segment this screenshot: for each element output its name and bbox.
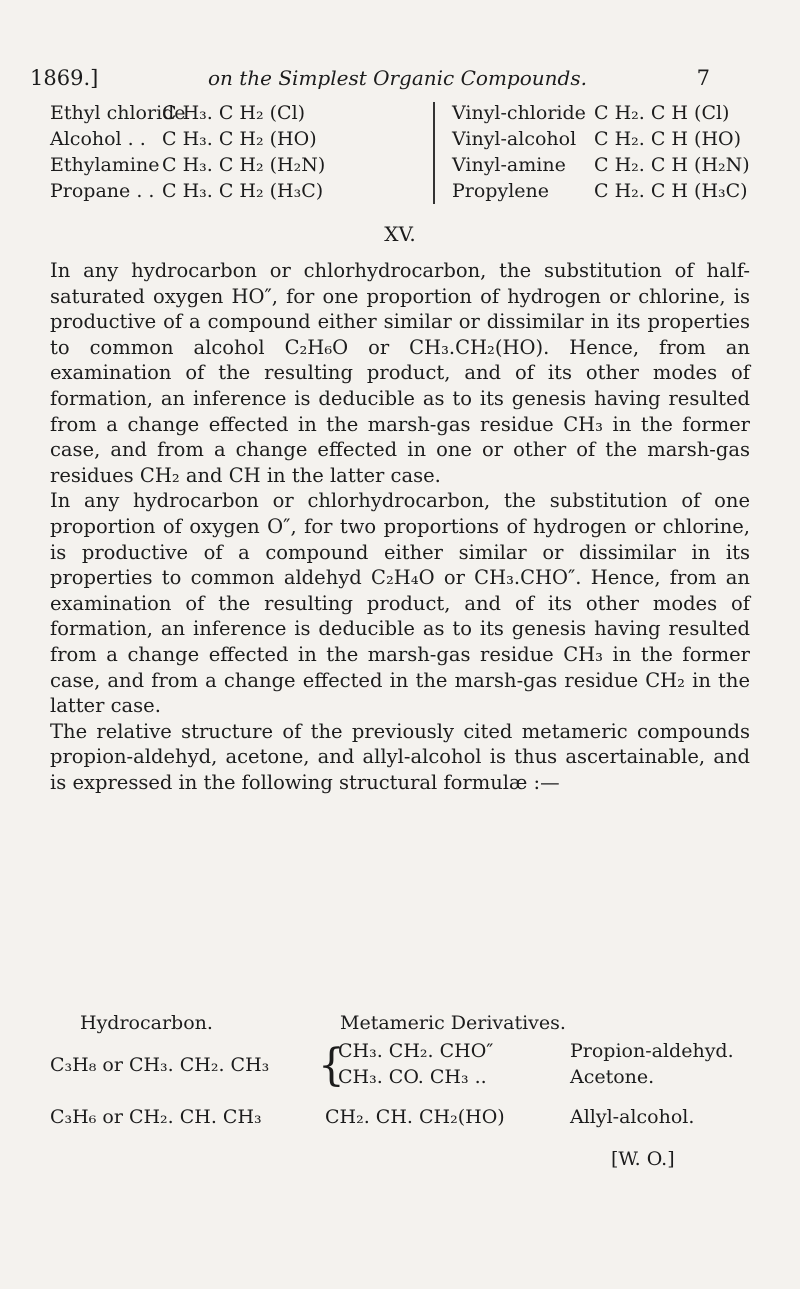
derivative-name: Allyl-alcohol. <box>570 1106 695 1128</box>
column-divider <box>433 102 435 204</box>
derivatives-heading: Metameric Derivatives. <box>340 1012 566 1034</box>
compound-formula: C H₃. C H₂ (H₃C) <box>162 180 324 202</box>
compound-formula: C H₂. C H (Cl) <box>594 102 730 124</box>
compound-formula: C H₂. C H (H₃C) <box>594 180 748 202</box>
derivative-formula: CH₂. CH. CH₂(HO) <box>325 1106 505 1128</box>
hydrocarbon-formula: C₃H₈ or CH₃. CH₂. CH₃ <box>50 1054 270 1076</box>
compound-name: Ethyl chloride <box>50 102 186 124</box>
derivative-formula: CH₃. CO. CH₃ .. <box>338 1066 487 1088</box>
compound-name: Vinyl-amine <box>452 154 566 176</box>
table-row <box>452 178 782 204</box>
paragraph: The relative structure of the previously cited metameric compounds propion-aldehyd, acetone, and allyl-alcohol is thus ascertainable, and is expressed in the following structural formulæ :— <box>50 719 750 794</box>
table-row <box>452 152 782 178</box>
running-header <box>30 66 710 90</box>
compound-name: Vinyl-chloride <box>452 102 586 124</box>
table-row <box>50 178 420 204</box>
table-row <box>50 152 420 178</box>
body-text <box>50 258 750 795</box>
derivative-formula: CH₃. CH₂. CHO″ <box>338 1040 494 1062</box>
page-number: 7 <box>696 66 710 90</box>
table-left-column <box>50 100 420 204</box>
table-row <box>452 126 782 152</box>
header-year: 1869.] <box>30 66 99 90</box>
table-row <box>50 126 420 152</box>
derivative-name: Acetone. <box>570 1066 655 1088</box>
compound-formula: C H₂. C H (HO) <box>594 128 741 150</box>
compound-formula: C H₃. C H₂ (H₂N) <box>162 154 326 176</box>
paragraph: In any hydrocarbon or chlorhydrocarbon, the substitution of half-saturated oxygen HO″, for one proportion of hydrogen or chlorine, is productive of a compound either similar or dissimilar in its properties to common alcohol C₂H₆O or CH₃.CH₂(HO). Hence, from an examination of the resulting product, and of its other modes of formation, an inference is deducible as to its genesis having resulted from a change effected in the marsh-gas residue CH₃ in the former case, and from a change effected in one or other of the marsh-gas residues CH₂ and CH in the latter case. <box>50 259 750 487</box>
compound-name: Vinyl-alcohol <box>452 128 577 150</box>
brace-symbol: { <box>318 1038 345 1091</box>
table-right-column <box>452 100 782 204</box>
table-row <box>452 100 782 126</box>
hydrocarbon-formula: C₃H₆ or CH₂. CH. CH₃ <box>50 1106 262 1128</box>
section-number: XV. <box>384 222 416 246</box>
compound-formula: C H₂. C H (H₂N) <box>594 154 750 176</box>
header-title: on the Simplest Organic Compounds. <box>207 66 587 90</box>
paragraph: In any hydrocarbon or chlorhydrocarbon, the substitution of one proportion of oxygen O″, for two proportions of hydrogen or chlorine, is productive of a compound either similar or dissimilar in its properties to common aldehyd C₂H₄O or CH₃.CHO″. Hence, from an examination of the resulting product, and of its other modes of formation, an inference is deducible as to its genesis having resulted from a change effected in the marsh-gas residue CH₃ in the former case, and from a change effected in the marsh-gas residue CH₂ in the latter case. <box>50 489 750 718</box>
compound-name: Alcohol . . <box>50 128 146 150</box>
author-initials: [W. O.] <box>611 1148 675 1170</box>
compound-name: Ethylamine <box>50 154 160 176</box>
compound-name: Propylene <box>452 180 550 202</box>
table-row <box>50 100 420 126</box>
hydrocarbon-heading: Hydrocarbon. <box>80 1012 213 1034</box>
compound-formula: C H₃. C H₂ (HO) <box>162 128 317 150</box>
derivative-name: Propion-aldehyd. <box>570 1040 734 1062</box>
compound-name: Propane . . <box>50 180 155 202</box>
compound-formula: C H₃. C H₂ (Cl) <box>162 102 306 124</box>
